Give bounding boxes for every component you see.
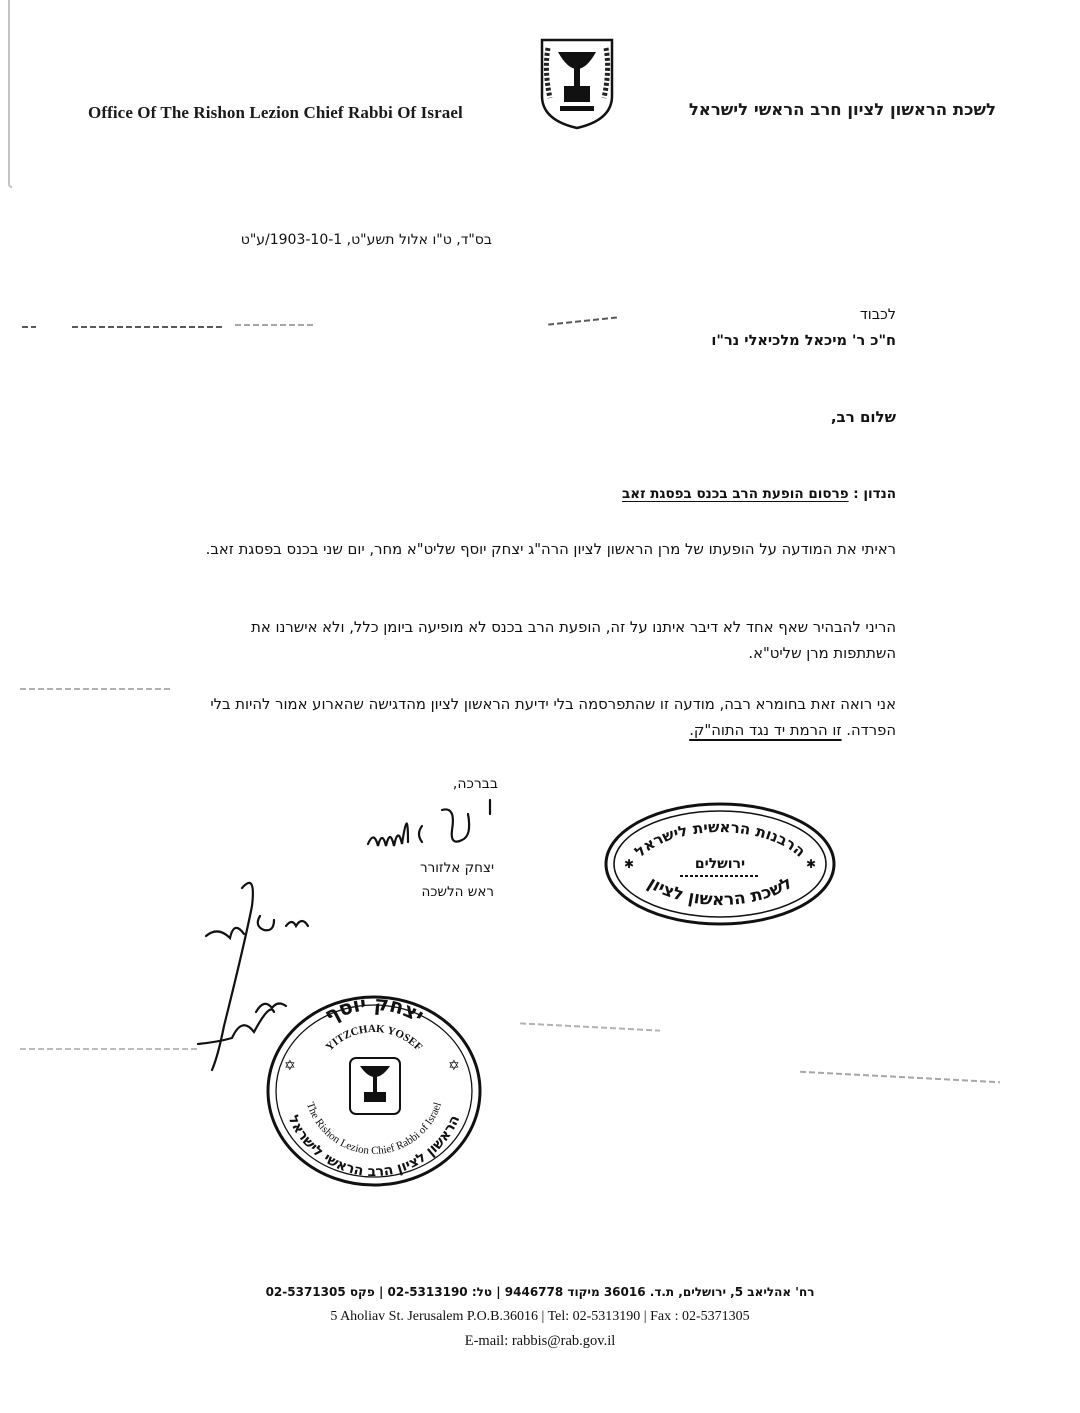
svg-text:YITZCHAK YOSEF: YITZCHAK YOSEF xyxy=(323,1022,425,1054)
body-paragraph-3 xyxy=(186,692,896,744)
svg-text:ירושלים: ירושלים xyxy=(694,856,746,872)
page-edge-line xyxy=(8,0,12,188)
scan-noise xyxy=(520,1022,660,1031)
letter-date: בס"ד, ט"ו אלול תשע"ט, 1903-10-1/ע"ט xyxy=(240,232,492,248)
svg-text:הראשון לציון הרב הראשי לישראל: הראשון לציון הרב הראשי לישראל xyxy=(284,1112,464,1181)
signature-scribble-icon xyxy=(366,796,506,860)
signer-block xyxy=(420,856,494,904)
closing: בברכה, xyxy=(452,776,498,792)
scan-noise xyxy=(20,1048,200,1050)
subject-line xyxy=(622,486,896,502)
scan-noise xyxy=(72,326,222,328)
signer-name: יצחק אלזורר xyxy=(419,860,494,876)
svg-text:✡: ✡ xyxy=(448,1058,460,1074)
svg-text:The Rishon Lezion Chief Rabbi: The Rishon Lezion Chief Rabbi of Israel xyxy=(303,1100,445,1158)
letterhead-title-he: לשכת הראשון לציון חרב הראשי לישראל xyxy=(688,100,996,119)
subject-text: פרסום הופעת הרב בכנס בפסגת זאב xyxy=(622,486,849,502)
svg-text:✱: ✱ xyxy=(806,857,817,871)
signer-title: ראש הלשכה xyxy=(421,884,494,900)
scan-noise xyxy=(235,324,315,326)
addressee-block xyxy=(711,302,896,354)
office-oval-stamp-icon xyxy=(602,800,838,928)
addressee-prefix: לכבוד xyxy=(859,307,896,323)
svg-text:יצחק יוסף: יצחק יוסף xyxy=(320,992,429,1028)
chief-rabbi-round-stamp-icon xyxy=(262,992,484,1190)
subject-label: הנדון : xyxy=(853,486,896,502)
footer-email: E-mail: rabbis@rab.gov.il xyxy=(464,1333,616,1349)
body-paragraph-3-highlight: זו הרמת יד נגד התוה"ק. xyxy=(689,722,842,739)
svg-text:✡: ✡ xyxy=(284,1058,296,1074)
footer-address-en: 5 Aholiav St. Jerusalem P.O.B.36016 | Tel: 02-5313190 | Fax : 02-5371305 xyxy=(330,1309,750,1324)
footer-address-he: רח' אהליאב 5, ירושלים, ת.ד. 36016 מיקוד 9446778 | טל: 02-5313190 | פקס 02-5371305 xyxy=(265,1285,815,1299)
svg-text:לשכת הראשון לציון: לשכת הראשון לציון xyxy=(644,873,796,911)
state-emblem-icon xyxy=(538,36,616,130)
body-paragraph-3-text: אני רואה זאת בחומרא רבה, מודעה זו שהתפרסמה בלי ידיעת הראשון לציון מהדגישה שהארוע אמור להיות בלי הפרדה. xyxy=(210,696,896,739)
scan-noise xyxy=(800,1071,1000,1083)
body-paragraph-2: הריני להבהיר שאף אחד לא דיבר איתנו על זה, הופעת הרב בכנס לא מופיעה ביומן כלל, ולא אישרנו את השתתפות מרן שליט"א. xyxy=(251,619,896,662)
scan-noise xyxy=(548,316,618,325)
svg-text:הרבנות הראשית לישראל: הרבנות הראשית לישראל xyxy=(630,817,809,861)
body-paragraph-1: ראיתי את המודעה על הופעתו של מרן הראשון לציון הרה"ג יצחק יוסף שליט"א מחר, יום שני בכנס בפסגת זאב. xyxy=(205,541,896,558)
svg-text:✱: ✱ xyxy=(624,857,635,871)
letterhead-title-en: Office Of The Rishon Lezion Chief Rabbi Of Israel xyxy=(88,103,463,122)
scan-noise xyxy=(20,688,170,690)
greeting: שלום רב, xyxy=(830,408,896,426)
scan-noise xyxy=(22,326,36,328)
addressee-name: ח"כ ר' מיכאל מלכיאלי נר"ו xyxy=(711,333,896,349)
